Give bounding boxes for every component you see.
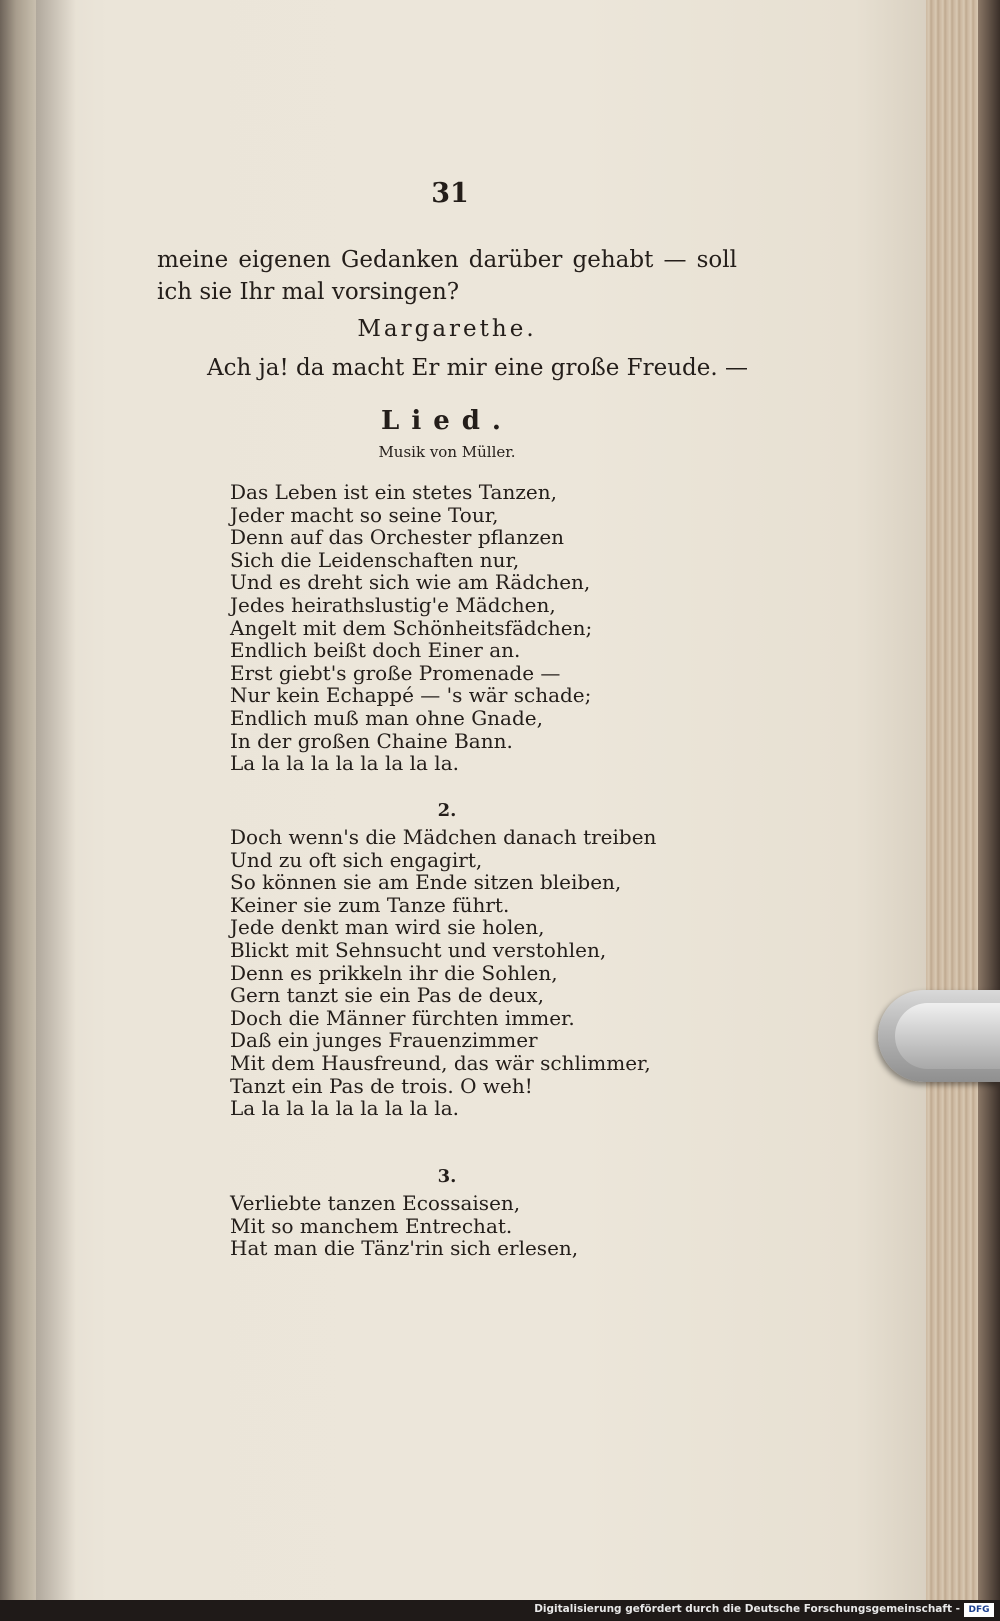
song-title: Lied.	[381, 406, 513, 436]
page-number: 31	[431, 178, 469, 209]
stanza-number: 3.	[437, 1166, 457, 1187]
verse-line: In der großen Chaine Bann.	[230, 728, 513, 753]
stanza-number: 2.	[437, 800, 457, 821]
verse-line: Nur kein Echappé — 's wär schade;	[230, 683, 592, 708]
page-clip-highlight	[895, 1003, 1000, 1069]
verse-line: Sich die Leidenschaften nur,	[230, 547, 520, 572]
verse-line: Endlich beißt doch Einer an.	[230, 638, 521, 663]
verse-line: Denn auf das Orchester pflanzen	[230, 525, 565, 550]
verse-line: Daß ein junges Frauenzimmer	[230, 1028, 538, 1053]
verse-line: Das Leben ist ein stetes Tanzen,	[230, 480, 557, 504]
verse-line: So können sie am Ende sitzen bleiben,	[230, 870, 622, 895]
verse-line: Mit so manchem Entrechat.	[230, 1213, 513, 1238]
speaker-name: Margarethe.	[357, 316, 537, 342]
verse-line: Verliebte tanzen Ecossaisen,	[230, 1191, 521, 1215]
gutter-shadow	[36, 0, 76, 1600]
stanza-3	[230, 1192, 700, 1260]
verse-line: Jedes heirathslustig'e Mädchen,	[230, 592, 556, 617]
right-cover-edge	[978, 0, 1000, 1600]
verse-line: Endlich muß man ohne Gnade,	[230, 705, 543, 730]
speech-line: Ach ja! da macht Er mir eine große Freude. —	[207, 355, 748, 381]
verse-line: Und zu oft sich engagirt,	[230, 847, 483, 872]
verse-line: Doch wenn's die Mädchen danach treiben	[230, 825, 657, 849]
verse-line: Keiner sie zum Tanze führt.	[230, 892, 510, 917]
verse-line: Jeder macht so seine Tour,	[230, 502, 499, 527]
prose-paragraph: meine eigenen Gedanken darüber gehabt — soll ich sie Ihr mal vorsingen?	[157, 247, 737, 305]
verse-line: Doch die Männer fürchten immer.	[230, 1005, 575, 1030]
verse-line: Hat man die Tänz'rin sich erlesen,	[230, 1236, 579, 1261]
verse-line: La la la la la la la la la.	[230, 751, 459, 776]
stanza-1	[230, 481, 700, 775]
verse-line: La la la la la la la la la.	[230, 1096, 459, 1121]
verse-line: Erst giebt's große Promenade —	[230, 660, 561, 685]
verse-line: Und es dreht sich wie am Rädchen,	[230, 570, 591, 595]
verse-line: Mit dem Hausfreund, das wär schlimmer,	[230, 1050, 651, 1075]
stanza-2	[230, 826, 700, 1120]
dfg-logo: DFG	[964, 1603, 994, 1617]
footer-credit: Digitalisierung gefördert durch die Deutsche Forschungsgemeinschaft -	[534, 1603, 960, 1615]
verse-line: Blickt mit Sehnsucht und verstohlen,	[230, 937, 607, 962]
verse-line: Gern tanzt sie ein Pas de deux,	[230, 983, 544, 1008]
left-book-edge	[0, 0, 36, 1621]
verse-line: Tanzt ein Pas de trois. O weh!	[230, 1073, 533, 1098]
verse-line: Denn es prikkeln ihr die Sohlen,	[230, 960, 558, 985]
verse-line: Angelt mit dem Schönheitsfädchen;	[230, 615, 593, 640]
verse-line: Jede denkt man wird sie holen,	[230, 915, 545, 940]
music-credit: Musik von Müller.	[378, 443, 516, 461]
